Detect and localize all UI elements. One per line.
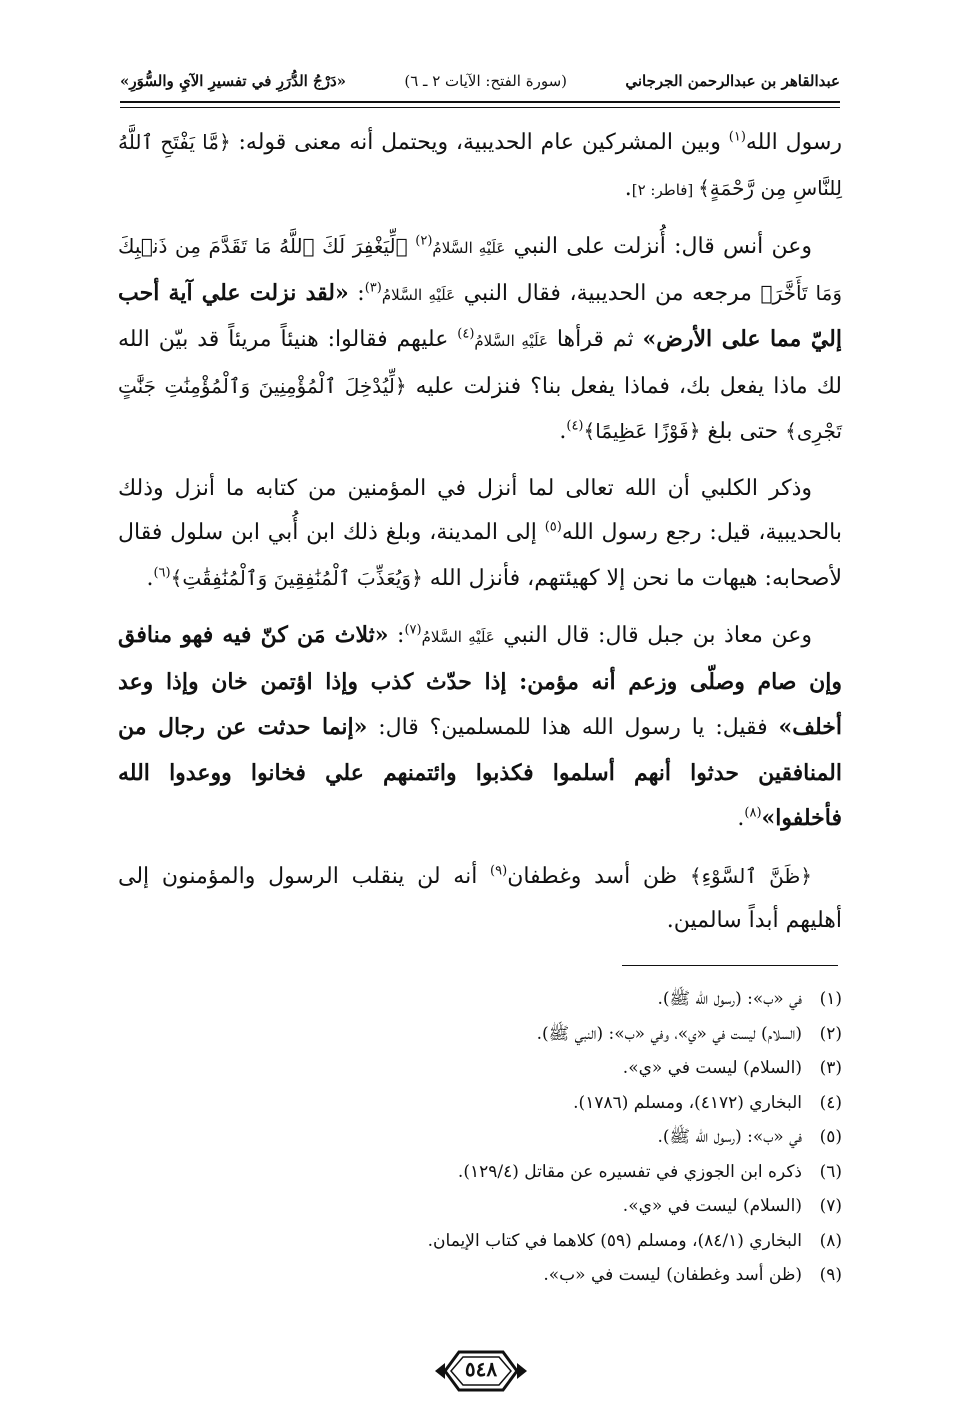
footnote-number: (٧)	[819, 1196, 842, 1216]
footnote-item	[118, 1155, 842, 1190]
footnote-number: (٦)	[819, 1161, 842, 1182]
footnote-number: (٣)	[819, 1058, 842, 1078]
paragraph-3: وذكر الكلبي أن الله تعالى لما أنزل في المؤمنين من كتابه ما أنزل وذلك بالحديبية، قيل: رجع رسول الله$^{(٥)}$ إلى المدينة، وبلغ ذلك ابن أُبي ابن سلول فقال لأصحابه: هيهات ما نحن إلا كهيئتهم، فأنزل الله ﴿وَيُعَذِّبَ ٱلْمُنَٰفِقِينَ وَٱلْمُنَٰفِقَٰتِ﴾$^{(٦)}$.	[118, 475, 843, 591]
footnote-ref[interactable]: (٨)	[744, 805, 762, 821]
footnote-text: في «ب»: (رسول الله ﷺ).	[657, 1127, 802, 1147]
footnote-number: (٨)	[819, 1230, 842, 1251]
footnote-item	[118, 1051, 842, 1086]
footnote-separator	[622, 965, 838, 966]
quran-quote: ﴿مَّا يَفْتَحِ ٱللَّهُ لِلنَّاسِ مِن رَّحْمَةٍ﴾	[118, 130, 842, 200]
header-rule	[120, 101, 840, 108]
quran-quote: ﴿لِّيُدْخِلَ ٱلْمُؤْمِنِينَ وَٱلْمُؤْمِنَٰتِ جَنَّٰتٍ تَجْرِى﴾	[118, 373, 842, 443]
footnote-item	[118, 982, 842, 1017]
page-number: ٥٤٨	[464, 1357, 498, 1381]
footnote-item	[118, 1224, 842, 1259]
quran-quote: ﴿فَوْزًا عَظِيمًا﴾	[583, 419, 701, 443]
footnote-item	[118, 1258, 842, 1293]
footnote-number: (٩)	[819, 1265, 842, 1285]
hadith-text: «إنما حدثت عن رجال من المنافقين حدثوا أنهم أسلموا فكذبوا وائتمنهم علي فخانوا ووعدوا الله فأخلفوا»	[118, 714, 842, 831]
paragraph-4: وعن معاذ بن جبل قال: قال النبي عَلَيْهِ السَّلامُ$^{(٧)}$: «ثلاث مَن كنّ فيه فهو منافق وإن صام وصلّى وزعم أنه مؤمن: إذا حدّث كذب وإذا اؤتمن خان وإذا وعد أخلف» فقيل: يا رسول الله هذا للمسلمين؟ قال: «إنما حدثت عن رجال من المنافقين حدثوا أنهم أسلموا فكذبوا وائتمنهم علي فخانوا ووعدوا الله فأخلفوا»$^{(٨)}$.	[118, 622, 843, 831]
footnote-item	[118, 1017, 842, 1052]
footnote-item	[118, 1120, 842, 1155]
footnote-number: (٥)	[819, 1127, 842, 1147]
quran-quote: ﴿لِّيَغْفِرَ لَكَ ٱللَّهُ مَا تَقَدَّمَ مِن ذَنۢبِكَ وَمَا تَأَخَّرَ﴾	[118, 234, 843, 305]
paragraph-5: ﴿ظَنَّ ٱلسَّوْءِ﴾ ظن أسد وغطفان$^{(٩)}$ أنه لن ينقلب الرسول والمؤمنون إلى أهليهم أبداً سالمين.	[118, 863, 842, 933]
footnote-text: البخاري (٨٤/١)، ومسلم (٥٩) كلاهما في كتاب الإيمان.	[427, 1230, 802, 1251]
footnote-ref[interactable]: (٦)	[153, 565, 171, 581]
footnote-ref[interactable]: (٩)	[490, 863, 508, 879]
running-header	[120, 66, 840, 96]
footnote-ref[interactable]: (٤)	[566, 418, 584, 434]
salutation: عَلَيْهِ السَّلامُ	[432, 239, 506, 257]
footnote-text: في «ب»: (رسول الله ﷺ).	[657, 989, 802, 1009]
header-surah: (سورة الفتح: الآيات ٢ ـ ٦)	[404, 72, 568, 90]
salutation: عَلَيْهِ السَّلامُ	[474, 332, 548, 350]
header-author: عبدالقاهر بن عبدالرحمن الجرجاني	[625, 72, 840, 90]
footnote-text: (ظن أسد وغطفان) ليست في «ب».	[543, 1265, 802, 1285]
salutation: عَلَيْهِ السَّلامُ	[381, 285, 456, 304]
main-text	[118, 120, 842, 956]
footnote-ref[interactable]: (٢)	[415, 233, 433, 249]
footnote-ref[interactable]: (٤)	[457, 326, 475, 342]
footnote-item	[118, 1086, 842, 1121]
header-book-title: «دَرْجُ الدُّرَرِ في تفسيرِ الآيِ والسُّوَرِ»	[120, 72, 347, 90]
footnote-item	[118, 1189, 842, 1224]
page-number-ornament	[431, 1346, 531, 1396]
quran-quote: ﴿ظَنَّ ٱلسَّوْءِ﴾	[689, 863, 812, 888]
footnote-text: (السلام) ليست في «ي»، وفي «ب»: (النبي ﷺ).	[536, 1023, 802, 1044]
salutation: عَلَيْهِ السَّلامُ	[421, 628, 495, 646]
footnote-number: (١)	[819, 989, 842, 1009]
footnote-ref[interactable]: (٣)	[364, 280, 382, 296]
hadith-text: «ثلاث مَن كنّ فيه فهو منافق وإن صام وصلّى وزعم أنه مؤمن: إذا حدّث كذب وإذا اؤتمن خان وإذا وعد أخلف»	[118, 622, 843, 740]
footnote-ref[interactable]: (٧)	[404, 622, 422, 638]
paragraph-2: وعن أنس قال: أُنزلت على النبي عَلَيْهِ السَّلامُ$^{(٢)}$ ﴿لِّيَغْفِرَ لَكَ ٱللَّهُ مَا تَقَدَّمَ مِن ذَنۢبِكَ وَمَا تَأَخَّرَ﴾ مرجعه من الحديبية، فقال النبي عَلَيْهِ السَّلامُ$^{(٣)}$: «لقد نزلت علي آية أحب إليّ مما على الأرض» ثم قرأها عَلَيْهِ السَّلامُ$^{(٤)}$ عليهم فقالوا: هنيئاً مريئاً قد بيّن الله لك ماذا يفعل بك، فماذا يفعل بنا؟ فنزلت عليه ﴿لِّيُدْخِلَ ٱلْمُؤْمِنِينَ وَٱلْمُؤْمِنَٰتِ جَنَّٰتٍ تَجْرِى﴾ حتى بلغ ﴿فَوْزًا عَظِيمًا﴾$^{(٤)}$.	[118, 233, 843, 444]
quran-quote: ﴿وَيُعَذِّبَ ٱلْمُنَٰفِقِينَ وَٱلْمُنَٰفِقَٰتِ﴾	[170, 565, 423, 590]
footnote-number: (٢)	[819, 1023, 842, 1044]
footnote-text: ذكره ابن الجوزي في تفسيره عن مقاتل (١٢٩/٤).	[457, 1161, 802, 1182]
verse-reference: [فاطر: ٢]	[631, 180, 699, 199]
footnotes	[118, 982, 842, 1293]
footnote-text: (السلام) ليست في «ي».	[622, 1196, 802, 1216]
footnote-number: (٤)	[819, 1092, 842, 1113]
paragraph-1: رسول الله$^{(١)}$ وبين المشركين عام الحديبية، ويحتمل أنه معنى قوله: ﴿مَّا يَفْتَحِ ٱللَّهُ لِلنَّاسِ مِن رَّحْمَةٍ﴾ [فاطر: ٢].	[118, 129, 843, 201]
footnote-ref[interactable]: (١)	[728, 129, 746, 145]
footnote-text: البخاري (٤١٧٢)، ومسلم (١٧٨٦).	[573, 1092, 802, 1113]
footnote-text: (السلام) ليست في «ي».	[622, 1058, 802, 1078]
footnote-ref[interactable]: (٥)	[544, 519, 562, 535]
hadith-text: «لقد نزلت علي آية أحب إليّ مما على الأرض»	[118, 279, 842, 352]
